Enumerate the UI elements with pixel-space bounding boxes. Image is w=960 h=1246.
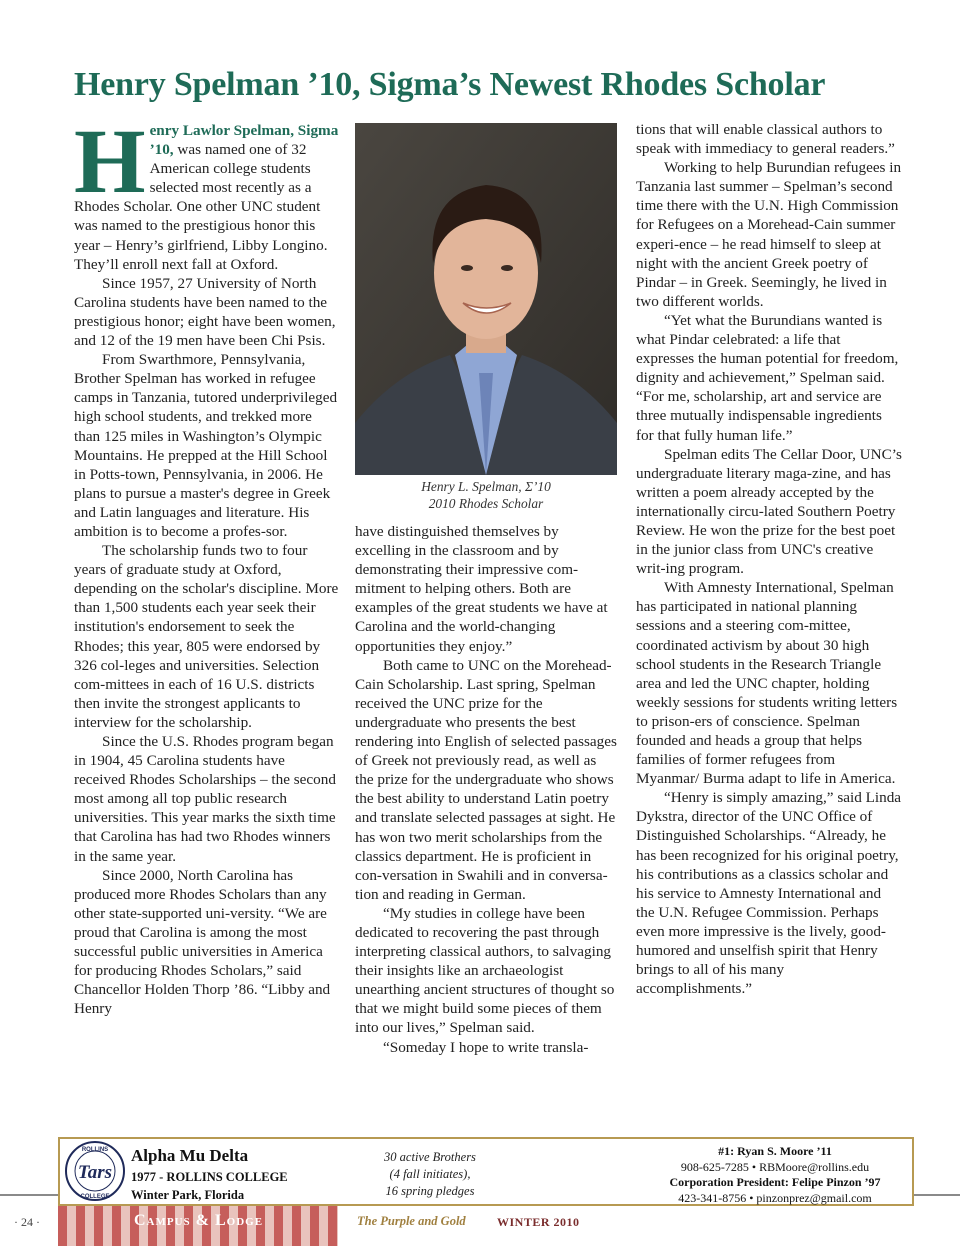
divider-line xyxy=(914,1194,960,1196)
paragraph: Spelman edits The Cellar Door, UNC’s undergraduate literary maga-zine, and has written a poem already accepted by the internationally circu-lated Southern Poetry Review. He won the prize for the best poet in the junior class from UNC's creative writ-ing program. xyxy=(636,445,902,578)
rollins-tars-logo xyxy=(64,1140,126,1202)
contact-2-info: 423-341-8756 • pinzonprez@gmail.com xyxy=(678,1190,872,1205)
photo-caption xyxy=(355,478,617,512)
lead-paragraph xyxy=(74,110,340,274)
paragraph: tions that will enable classical authors to speak with immediacy to general readers.” xyxy=(636,121,895,158)
issue-date: WINTER 2010 xyxy=(497,1215,580,1229)
paragraph: “Someday I hope to write transla- xyxy=(383,1038,589,1056)
paragraph: have distinguished themselves by excelling in the classroom and by demonstrating their impressive com-mitment to helping others. Both are examples of the great students we have at Carolina and the world-changing opportunities they enjoy.” xyxy=(355,523,608,655)
caption-line-2: 2010 Rhodes Scholar xyxy=(428,496,544,511)
paragraph: Both came to UNC on the Morehead-Cain Scholarship. Last spring, Spelman received the UNC prize for the undergraduate who presents the best rendering into English of selected passages of Greek not previously read, as well as the prize for the undergraduate who shows the best ability to understand Latin poetry and translate selected passages at sight. He has won two merit scholarships from the classics department. He is proficient in con-versation in Swahili and in conversa-tion and reading in German. xyxy=(355,656,617,903)
paragraph: From Swarthmore, Pennsylvania, Brother Spelman has worked in refugee camps in Tanzania, tutored underprivileged high school students, and trekked more than 125 miles in Washington’s Olympic Mountains. He prepped at the Hill School in Potts-town, Pennsylvania, in 2006. He plans to pursue a master's degree in Greek and Latin languages and literature. His ambition is to become a profes-sor. xyxy=(74,351,338,540)
logo-ring-top: ROLLINS xyxy=(81,1147,109,1153)
contact-1-info: 908-625-7285 • RBMoore@rollins.edu xyxy=(680,1159,870,1174)
paragraph: Working to help Burundian refugees in Tanzania last summer – Spelman’s second time there with the U.N. High Commission for Refugees on a Morehead-Cain summer experi-ence – he read himself to sleep at night with the ancient Greek poetry of Pindar – in Greek. Seemingly, he lived in two different worlds. xyxy=(636,159,902,310)
publication-name: The Purple and Gold xyxy=(357,1214,466,1228)
article-column-2 xyxy=(355,522,617,1057)
caption-line-1: Henry L. Spelman, Σ’10 xyxy=(421,479,551,494)
logo-wordmark: Tars xyxy=(77,1162,113,1183)
logo-ring-bottom: COLLEGE xyxy=(80,1194,110,1200)
stat-line: 30 active Brothers xyxy=(384,1150,476,1164)
lead-text: was named one of 32 American college students selected most recently as a Rhodes Scholar. One other UNC student was named to the prestigious honor this year – Henry’s girlfriend, Libby Longino. They’ll enroll next fall at Oxford. xyxy=(74,141,328,273)
paragraph: The scholarship funds two to four years of graduate study at Oxford, depending on the scholar's discipline. More than 1,500 students each year seek their institution's endorsement to seek the Rhodes; this year, 805 were endorsed by 326 col-leges and universities. Selection com-mittees in each of 16 U.S. districts then invite the strongest applicants to interview for the scholarship. xyxy=(74,542,339,731)
article-column-3 xyxy=(636,120,902,998)
contact-1-label: #1: Ryan S. Moore ’11 xyxy=(718,1144,832,1158)
section-title: Campus & Lodge xyxy=(134,1212,264,1229)
chapter-contacts xyxy=(640,1144,910,1206)
chapter-location: Winter Park, Florida xyxy=(131,1188,245,1202)
paragraph: “Yet what the Burundians wanted is what Pindar celebrated: a life that expresses the human potential for freedom, dignity and achievement,” Spelman said. “For me, scholarship, art and service are three mutually indispensable ingredients for that fully human life.” xyxy=(636,311,899,444)
paragraph: With Amnesty International, Spelman has participated in national planning sessions and a steering com-mittee, coordinated activism by about 30 high school students in the Research Triangle area and led the UNC chapter, holding weekly sessions for students writing letters to prison-ers of conscience. Spelman founded and heads a group that helps families of former refugees from Myanmar/ Burma adapt to life in America. xyxy=(636,579,898,788)
paragraph: Since 2000, North Carolina has produced more Rhodes Scholars than any other state-supported uni-versity. “We are proud that Carolina is among the most successful public universities in America for producing Rhodes Scholars,” said Chancellor Holden Thorp ’86. “Libby and Henry xyxy=(74,866,331,1018)
paragraph: Since the U.S. Rhodes program began in 1904, 45 Carolina students have received Rhodes Scholarships – the second most among all top public research universities. This year marks the sixth time that Carolina has had two Rhodes winners in the same year. xyxy=(74,733,336,865)
page-number: · 24 · xyxy=(14,1215,40,1229)
drop-cap: H xyxy=(74,110,146,212)
chapter-name: Alpha Mu Delta xyxy=(131,1146,249,1165)
chapter-stats xyxy=(355,1149,505,1200)
divider-line xyxy=(0,1194,58,1196)
portrait-photo xyxy=(355,123,617,475)
stat-line: (4 fall initiates), xyxy=(389,1167,471,1181)
stat-line: 16 spring pledges xyxy=(385,1184,475,1198)
chapter-founded: 1977 - ROLLINS COLLEGE xyxy=(131,1170,288,1184)
article-headline: Henry Spelman ’10, Sigma’s Newest Rhodes Scholar xyxy=(74,66,826,103)
paragraph: “Henry is simply amazing,” said Linda Dykstra, director of the UNC Office of Distinguished Scholarships. “Already, he has been recognized for his original poetry, his contributions as a classics scholar and his service to Amnesty International and the U.N. Refugee Commission. Perhaps even more impressive is the lively, good-humored and unselfish spirit that Henry brings to all of his many accomplishments.” xyxy=(636,789,902,998)
lead-name: enry Lawlor Spelman, Sigma ’10, xyxy=(149,122,339,159)
paragraph: “My studies in college have been dedicated to recovering the past through interpreting classical authors, to salvaging their insights like an archaeologist unearthing ancient structures of thought so that we might build some pieces of them into our lives,” Spelman said. xyxy=(355,904,615,1037)
article-column-1 xyxy=(74,110,340,1018)
contact-2-label: Corporation President: Felipe Pinzon ’97 xyxy=(669,1175,881,1189)
paragraph: Since 1957, 27 University of North Carolina students have been named to the prestigious honor; eight have been women, and 12 of the 19 men have been Chi Psis. xyxy=(74,274,336,350)
